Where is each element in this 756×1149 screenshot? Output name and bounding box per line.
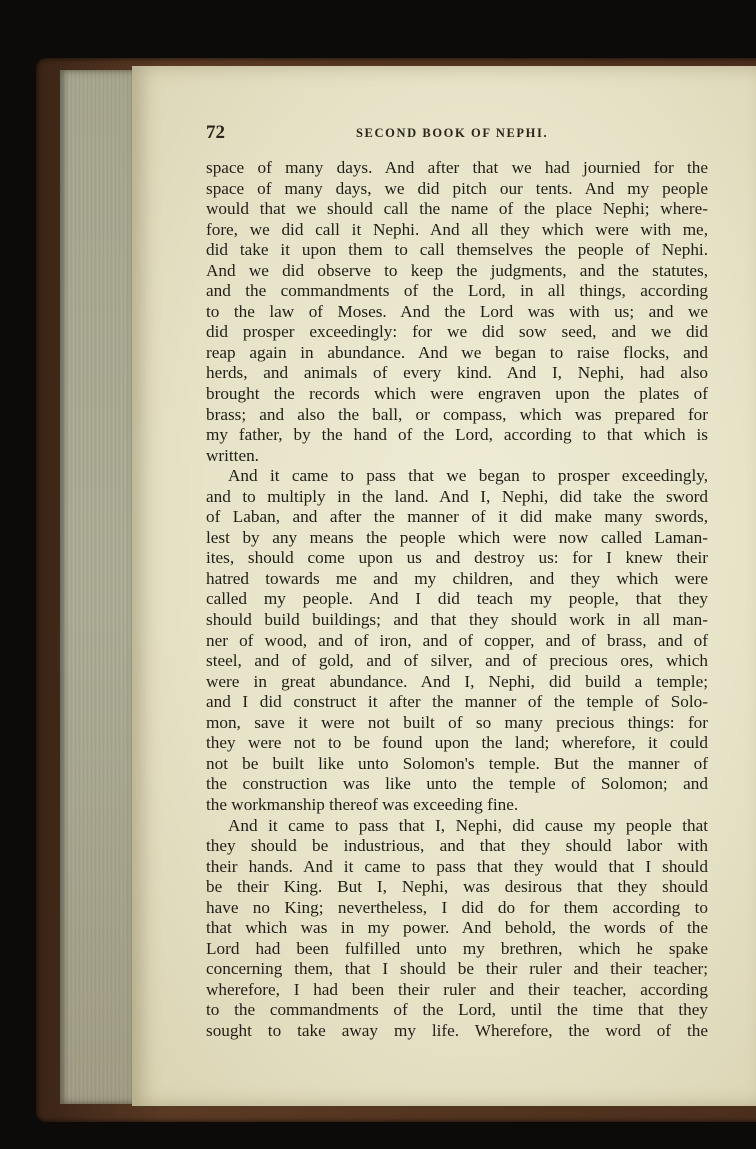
text-line: steel, and of gold, and of silver, and of precious ores, which — [206, 651, 708, 671]
text-line: did prosper exceedingly: for we did sow seed, and we did — [206, 322, 708, 342]
text-line: called my people. And I did teach my people, that they — [206, 589, 708, 609]
text-line: mon, save it were not built of so many precious things: for — [206, 712, 708, 732]
text-line: space of many days. And after that we had journied for the — [206, 158, 708, 177]
running-head — [206, 122, 712, 144]
text-line: ites, should come upon us and destroy us: for I knew their — [206, 548, 708, 568]
text-line: herds, and animals of every kind. And I, Nephi, had also — [206, 363, 708, 383]
text-line: written. — [206, 445, 259, 465]
text-line: were in great abundance. And I, Nephi, did build a temple; — [206, 671, 708, 691]
text-line: the workmanship thereof was exceeding fine. — [206, 794, 519, 814]
text-line: brass; and also the ball, or compass, which was prepared for — [206, 404, 708, 424]
text-line: they should be industrious, and that they should labor with — [206, 836, 708, 856]
running-head-title: SECOND BOOK OF NEPHI. — [356, 126, 549, 140]
text-line: not be built like unto Solomon's temple. But the manner of — [206, 753, 708, 773]
text-line: my father, by the hand of the Lord, according to that which is — [206, 425, 708, 445]
text-line: And it came to pass that we began to prosper exceedingly, — [228, 466, 708, 486]
text-line: their hands. And it came to pass that they would that I should — [206, 856, 708, 876]
text-line: And it came to pass that I, Nephi, did cause my people that — [228, 815, 708, 835]
text-line: that which was in my power. And behold, the words of the — [206, 918, 708, 938]
text-line: and the commandments of the Lord, in all things, according — [206, 281, 708, 301]
text-line: to the law of Moses. And the Lord was with us; and we — [206, 301, 708, 321]
text-line: fore, we did call it Nephi. And all they which were with me, — [206, 219, 708, 239]
text-line: be their King. But I, Nephi, was desirous that they should — [206, 877, 708, 897]
page-block-edges — [60, 70, 142, 1104]
text-line: Lord had been fulfilled unto my brethren, which he spake — [206, 938, 708, 958]
paragraph — [206, 816, 708, 1042]
text-line: brought the records which were engraven upon the plates of — [206, 384, 708, 404]
paragraph — [206, 466, 708, 815]
text-line: the construction was like unto the temple of Solomon; and — [206, 774, 708, 794]
text-line: have no King; nevertheless, I did do for them according to — [206, 897, 708, 917]
text-line: concerning them, that I should be their ruler and their teacher; — [206, 959, 708, 979]
text-line: And we did observe to keep the judgments, and the statutes, — [206, 260, 708, 280]
text-line: hatred towards me and my children, and they which were — [206, 568, 708, 588]
text-line: reap again in abundance. And we began to raise flocks, and — [206, 342, 708, 362]
text-line: and I did construct it after the manner of the temple of Solo- — [206, 692, 708, 712]
text-line: lest by any means the people which were now called Laman- — [206, 527, 708, 547]
body-text — [206, 158, 708, 1042]
text-line: should build buildings; and that they should work in all man- — [206, 610, 708, 630]
text-line: wherefore, I had been their ruler and their teacher, according — [206, 979, 708, 999]
text-line: ner of wood, and of iron, and of copper, and of brass, and of — [206, 630, 708, 650]
paragraph — [206, 158, 708, 466]
text-line: to the commandments of the Lord, until the time that they — [206, 1000, 708, 1020]
text-line: and to multiply in the land. And I, Nephi, did take the sword — [206, 486, 708, 506]
text-line: of Laban, and after the manner of it did make many swords, — [206, 507, 708, 527]
text-line: did take it upon them to call themselves the people of Nephi. — [206, 240, 708, 260]
text-line: would that we should call the name of the place Nephi; where- — [206, 199, 708, 219]
text-line: they were not to be found upon the land; wherefore, it could — [206, 733, 708, 753]
page-number: 72 — [206, 122, 225, 143]
text-line: space of many days, we did pitch our tents. And my people — [206, 178, 708, 198]
text-line: sought to take away my life. Wherefore, the word of the — [206, 1020, 708, 1040]
